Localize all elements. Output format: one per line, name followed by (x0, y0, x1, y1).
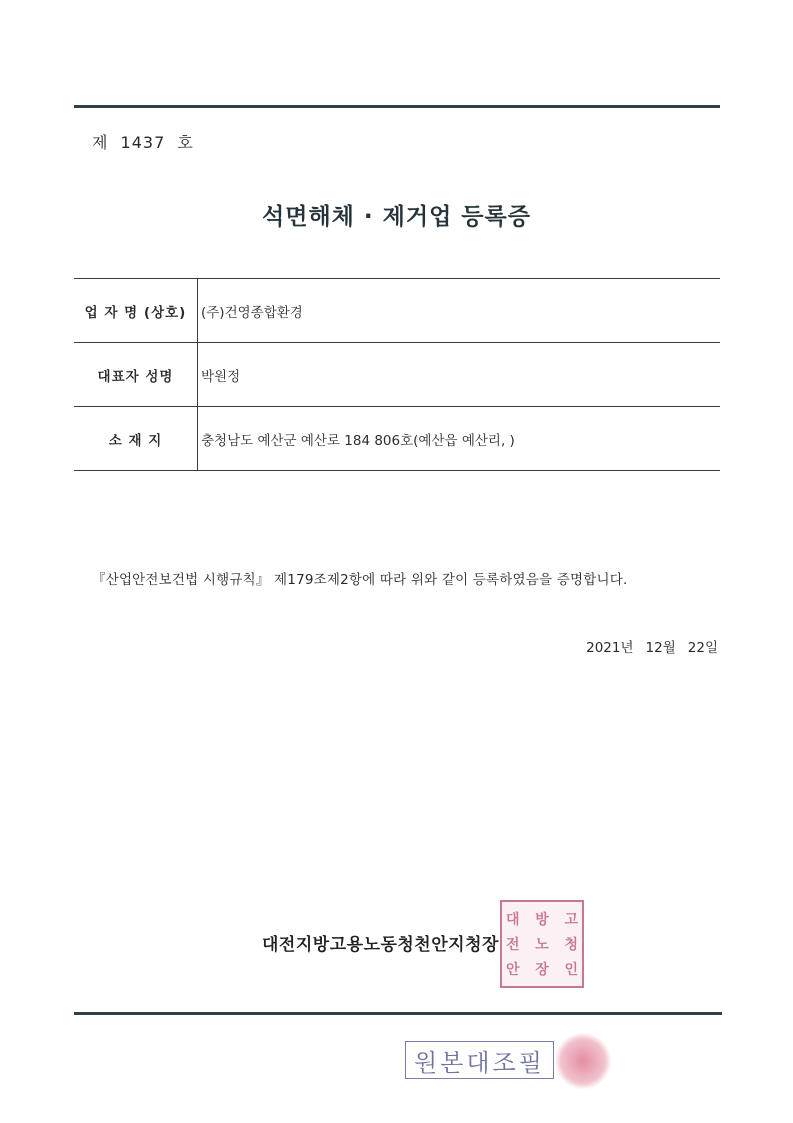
stamp-seal-icon (555, 1033, 611, 1089)
business-name-label: 업 자 명 (상호) (74, 279, 198, 342)
address-label: 소 재 지 (74, 407, 198, 470)
issuer-name: 대전지방고용노동청천안지청장 (262, 935, 499, 955)
certificate-number: 제 1437 호 (92, 133, 194, 152)
table-row (74, 343, 720, 407)
representative-label: 대표자 성명 (74, 343, 198, 406)
top-rule (74, 105, 720, 108)
issue-day: 22일 (687, 640, 718, 656)
bottom-rule (74, 1012, 722, 1015)
seal-row: 안 장 인 (506, 962, 578, 979)
business-name-value: (주)건영종합환경 (201, 304, 303, 321)
issue-date (586, 636, 718, 656)
seal-row: 대 방 고 (506, 911, 578, 928)
certification-statement: 『산업안전보건법 시행규칙』 제179조제2항에 따라 위와 같이 등록하였음을 증명합니다. (92, 572, 628, 588)
issue-month: 12월 (645, 640, 676, 656)
info-table (74, 278, 720, 471)
table-row (74, 407, 720, 471)
seal-row: 전 노 청 (506, 936, 578, 953)
copy-verified-stamp: 원본대조필 (405, 1041, 554, 1079)
representative-value: 박원정 (201, 368, 241, 385)
table-row (74, 279, 720, 343)
document-title: 석면해체 · 제거업 등록증 (262, 204, 531, 230)
issue-year: 2021년 (586, 640, 634, 656)
address-value: 충청남도 예산군 예산로 184 806호(예산읍 예산리, ) (201, 432, 515, 449)
official-seal-icon (500, 900, 584, 988)
